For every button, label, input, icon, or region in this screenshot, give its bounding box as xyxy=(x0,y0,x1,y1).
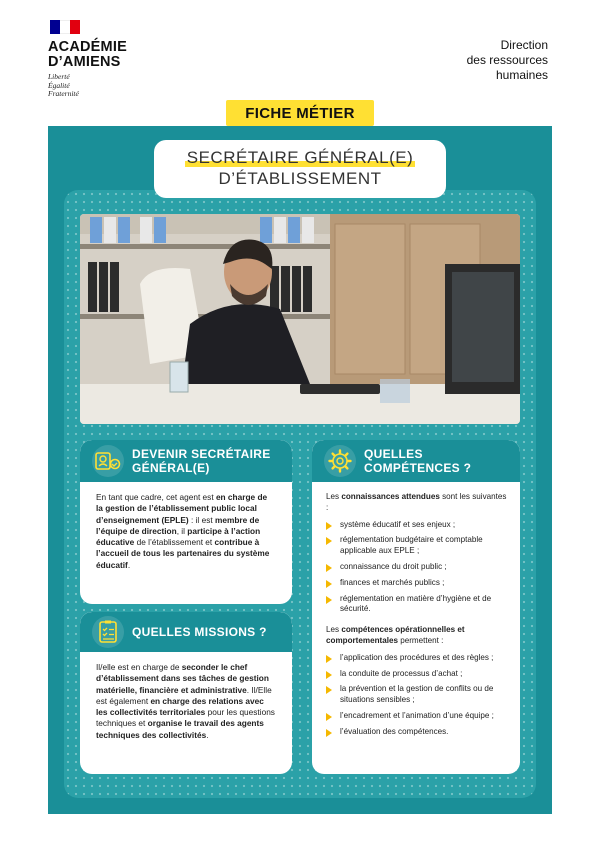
competences-section xyxy=(312,440,520,774)
missions-text: Il/elle est en charge de seconder le chef d’établissement dans ses tâches de gestion matérielle, financière et administrative. Il/Elle est également en charge des relations avec les collectivités territoriales pour les questions techniques et organise le travail des agents techniques des collectivités. xyxy=(96,662,275,740)
profile-card-icon xyxy=(92,445,124,477)
academie-logo xyxy=(48,20,158,99)
list-item: connaissance du droit public ; xyxy=(326,562,508,573)
list-item: réglementation en matière d’hygiène et de sécurité. xyxy=(326,594,508,616)
office-worker-photo xyxy=(80,214,520,424)
list-item: réglementation budgétaire et comptable applicable aux EPLE ; xyxy=(326,535,508,557)
institution-name: ACADÉMIE D’AMIENS xyxy=(48,39,127,70)
devenir-section xyxy=(80,440,292,604)
missions-section xyxy=(80,612,292,774)
list-item: finances et marchés publics ; xyxy=(326,578,508,589)
skills-list xyxy=(326,653,508,738)
devenir-text: En tant que cadre, cet agent est en charge de la gestion de l’établissement public local d’enseignement (EPLE) : il est membre de l’équipe de direction, il participe à l’action éducative de l’établissement et contribue à l’accueil de tous les partenaires du système éducatif. xyxy=(96,492,270,570)
list-item: système éducatif et ses enjeux ; xyxy=(326,520,508,531)
skills-intro: Les compétences opérationnelles et comportementales permettent : xyxy=(326,625,465,645)
job-title: SECRÉTAIRE GÉNÉRAL(E) D’ÉTABLISSEMENT xyxy=(154,140,446,198)
list-item: l’encadrement et l’animation d’une équipe ; xyxy=(326,711,508,722)
knowledge-intro: Les connaissances attendues sont les suivantes : xyxy=(326,492,507,512)
checklist-icon xyxy=(92,616,124,648)
gear-icon xyxy=(324,445,356,477)
list-item: la conduite de processus d’achat ; xyxy=(326,669,508,680)
fiche-metier-tag: FICHE MÉTIER xyxy=(226,100,374,126)
marianne-flag-icon xyxy=(50,20,80,34)
competences-text xyxy=(312,482,520,760)
missions-section-header: QUELLES MISSIONS ? xyxy=(80,612,292,652)
knowledge-list xyxy=(326,520,508,616)
list-item: l’évaluation des compétences. xyxy=(326,727,508,738)
motto: Liberté Égalité Fraternité xyxy=(48,72,79,98)
list-item: la prévention et la gestion de conflits ou de situations sensibles ; xyxy=(326,684,508,706)
office-scene-illustration xyxy=(80,214,520,424)
competences-section-header: QUELLES COMPÉTENCES ? xyxy=(312,440,520,482)
list-item: l’application des procédures et des règles ; xyxy=(326,653,508,664)
devenir-section-header: DEVENIR SECRÉTAIRE GÉNÉRAL(E) xyxy=(80,440,292,482)
department-name: Direction des ressources humaines xyxy=(466,38,548,82)
